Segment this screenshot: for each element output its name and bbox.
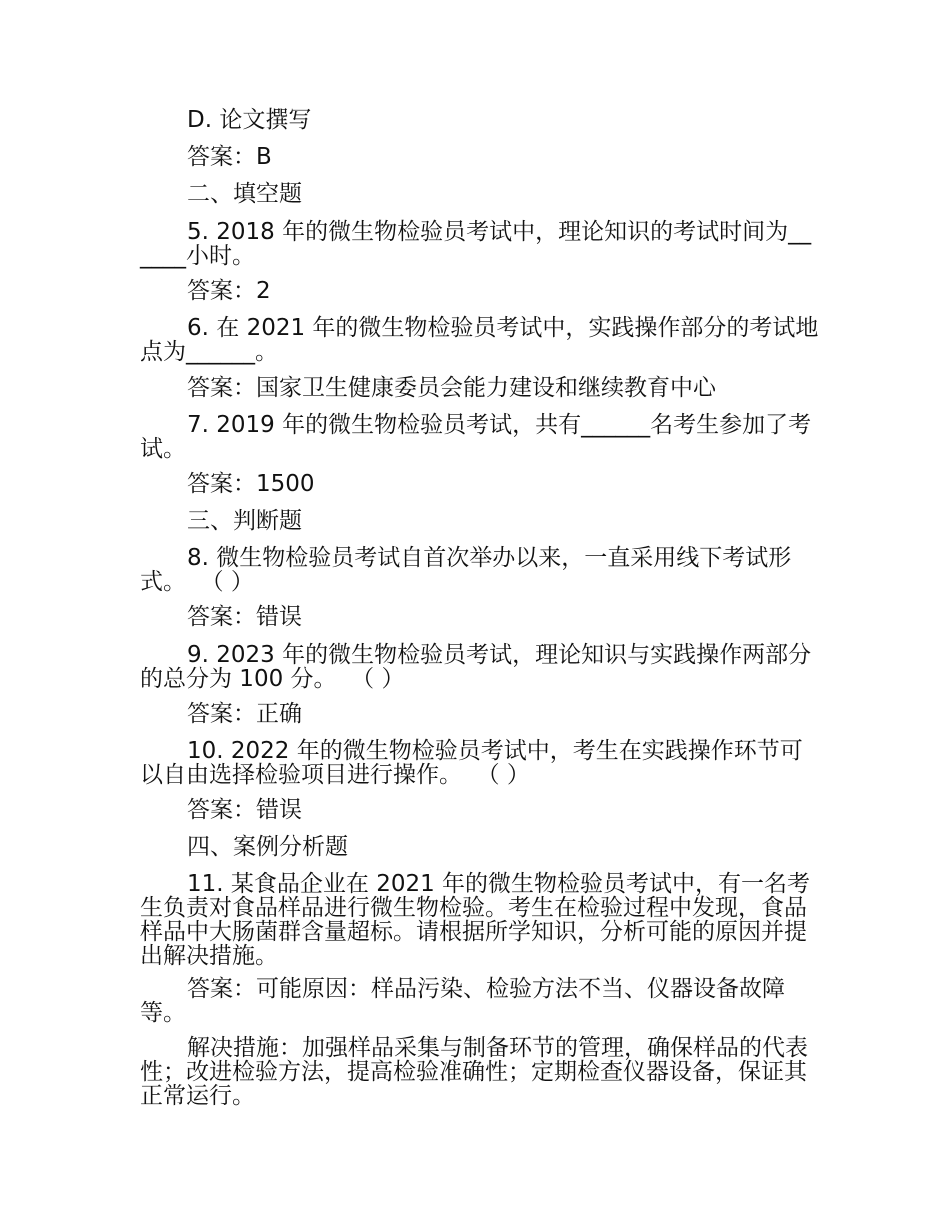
question-5: 5. 2018 年的微生物检验员考试中，理论知识的考试时间为______小时。: [140, 219, 812, 269]
answer-4: 答案：B: [187, 144, 272, 170]
answer-5: 答案：2: [187, 278, 271, 304]
answer-7: 答案：1500: [187, 471, 315, 497]
question-8: 8. 微生物检验员考试自首次举办以来，一直采用线下考试形式。 （ ）: [140, 545, 792, 595]
question-10: 10. 2022 年的微生物检验员考试中，考生在实践操作环节可以自由选择检验项目进行操作。 （ ）: [140, 738, 803, 788]
answer-10: 答案：错误: [187, 797, 302, 823]
answer-6: 答案：国家卫生健康委员会能力建设和继续教育中心: [187, 375, 716, 401]
question-6: 6. 在 2021 年的微生物检验员考试中，实践操作部分的考试地点为______。: [140, 315, 819, 365]
answer-11-measures: 解决措施：加强样品采集与制备环节的管理，确保样品的代表性；改进检验方法，提高检验准确性；定期检查仪器设备，保证其正常运行。: [140, 1035, 808, 1109]
answer-11-causes: 答案：可能原因：样品污染、检验方法不当、仪器设备故障等。: [140, 976, 785, 1026]
answer-8: 答案：错误: [187, 604, 302, 630]
section-heading-case-analysis: 四、案例分析题: [187, 834, 348, 860]
question-9: 9. 2023 年的微生物检验员考试，理论知识与实践操作两部分的总分为 100 分。 （ ）: [140, 642, 812, 692]
section-heading-fill-in: 二、填空题: [187, 181, 302, 207]
section-heading-true-false: 三、判断题: [187, 508, 302, 534]
option-d: D. 论文撰写: [187, 107, 312, 133]
question-7: 7. 2019 年的微生物检验员考试，共有______名考生参加了考试。: [140, 412, 812, 462]
answer-9: 答案：正确: [187, 701, 302, 727]
question-11: 11. 某食品企业在 2021 年的微生物检验员考试中，有一名考生负责对食品样品进行微生物检验。考生在检验过程中发现，食品样品中大肠菌群含量超标。请根据所学知识，分析可能的原因并提出解决措施。: [140, 871, 811, 969]
